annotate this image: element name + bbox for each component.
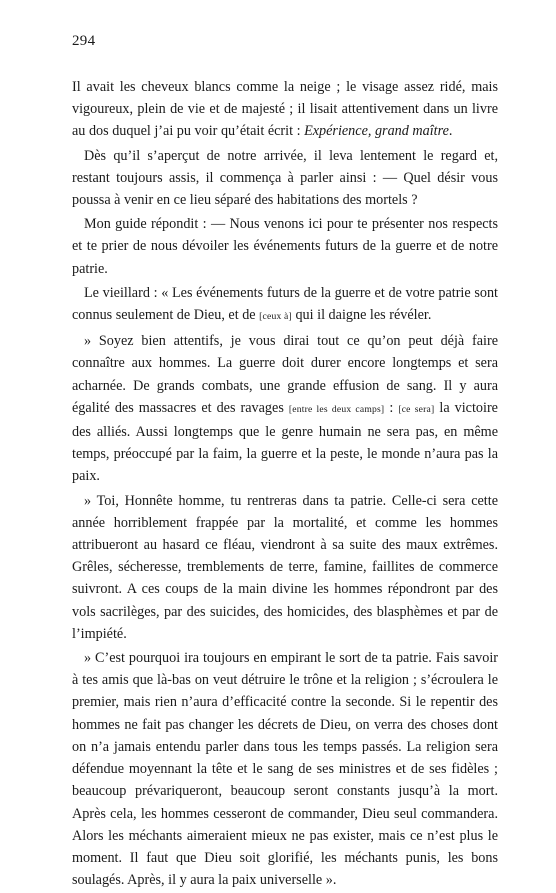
page-number: 294 <box>72 33 96 49</box>
paragraph-3: Mon guide répondit : — Nous venons ici pour te présenter nos respects et te prier de nous dévoiler les événements futurs de la guerre et de notre patrie. <box>72 216 498 277</box>
paragraph-5-b: : <box>384 399 399 416</box>
editorial-insert: [ceux à] <box>259 311 292 323</box>
body-text <box>72 76 498 893</box>
paragraph-7: » C’est pourquoi ira toujours en empirant le sort de ta patrie. Fais savoir à tes amis que là-bas on veut détruire le trône et la religion ; s’écroulera le premier, mais rien n’aura d’efficacité contre la seconde. Si le repentir des hommes ne fait pas changer les décrets de Dieu, on verra des choses dont on n’a jamais entendu parler dans tous les temps passés. La religion sera défendue moyennant la tête et le sang de ses ministres et de ses fidèles ; beaucoup prévariqueront, beaucoup seront constants jusqu’à la mort. Après cela, les hommes cesseront de commander, Dieu seul commandera. Alors les méchants aimeraient mieux ne pas exister, mais ce n’est plus le moment. Il faut que Dieu soit glorifié, les méchants punis, les bons soulagés. Après, il y aura la paix universelle ». <box>72 650 498 889</box>
paragraph-1-end: . <box>448 123 453 140</box>
paragraph-4-a: Le vieillard : « Les événements futurs de la guerre et de votre patrie sont connus seulement de Dieu, et de <box>72 284 498 324</box>
book-title-italic: Expérience, grand maître <box>304 123 449 140</box>
editorial-insert: [ce sera] <box>398 403 435 415</box>
paragraph-5-a: » Soyez bien attentifs, je vous dirai tout ce qu’on peut déjà faire connaître aux hommes. La guerre doit durer encore longtemps et sera acharnée. De grands combats, une grande effusion de sang. Il y aura égalité des massacres et des ravages <box>72 333 498 416</box>
paragraph-5-c: la victoire des alliés. Aussi longtemps que le genre humain ne sera pas, en même temps, préoccupé par la faim, la guerre et la peste, le monde n’aura pas la paix. <box>72 399 498 485</box>
paragraph-1 <box>72 76 498 143</box>
paragraph-4-b: qui il daigne les révéler. <box>291 307 432 324</box>
editorial-insert: [entre les deux camps] <box>288 403 385 415</box>
paragraph-5 <box>72 330 498 487</box>
paragraph-4 <box>72 282 498 328</box>
paragraph-1-text: Il avait les cheveux blancs comme la neige ; le visage assez ridé, mais vigoureux, plein de vie et de majesté ; il lisait attentivement dans un livre au dos duquel j’ai pu voir qu’était écrit : <box>72 79 498 140</box>
paragraph-2: Dès qu’il s’aperçut de notre arrivée, il leva lentement le regard et, restant toujours assis, il commença à parler ainsi : — Quel désir vous poussa à venir en ce lieu séparé des habitations des mortels ? <box>72 147 498 209</box>
paragraph-6: » Toi, Honnête homme, tu rentreras dans ta patrie. Celle-ci sera cette année horriblement frappée par la mortalité, et comme les hommes attribueront au hasard ce fléau, viendront à sa suite des maux extrêmes. Grêles, sécheresse, tremblements de terre, famine, faillites de commerce suivront. A ces coups de la main divine les hommes répondront par des vols sacrilèges, par des suicides, des homicides, des blasphèmes et par de l’impiété. <box>72 492 498 642</box>
